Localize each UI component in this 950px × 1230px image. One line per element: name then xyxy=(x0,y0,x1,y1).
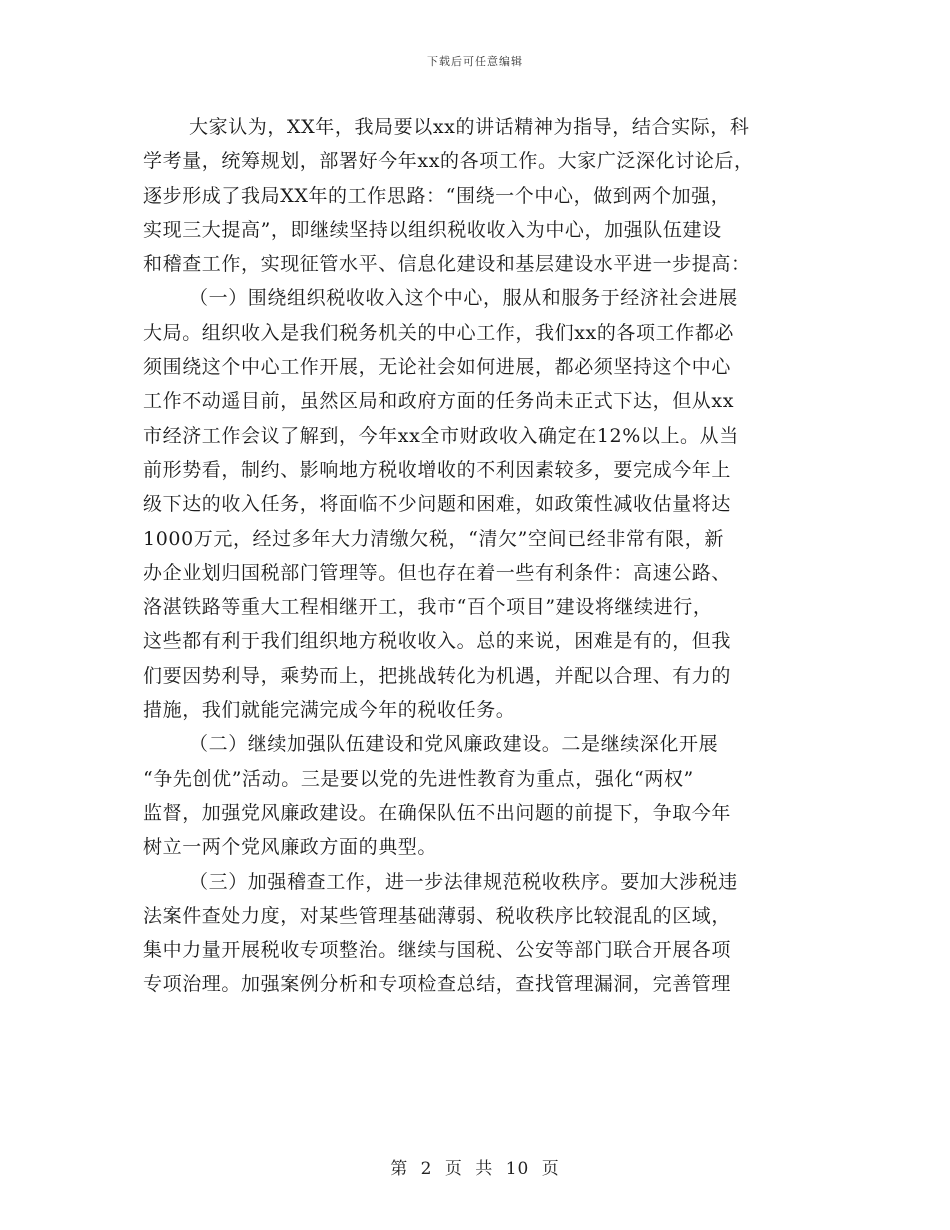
page-header-note: 下载后可任意编辑 xyxy=(427,55,523,68)
body-line: 实现三大提高”，即继续坚持以组织税收收入为中心，加强队伍建设 xyxy=(143,218,722,241)
page-number-footer: 第 2 页 共 10 页 xyxy=(390,1159,560,1179)
body-line: 大局。组织收入是我们税务机关的中心工作，我们xx的各项工作都必 xyxy=(143,321,735,344)
body-line: 逐步形成了我局XX年的工作思路：“围绕一个中心，做到两个加强， xyxy=(143,184,731,207)
body-line: 洛湛铁路等重大工程相继开工，我市“百个项目”建设将继续进行， xyxy=(143,596,713,619)
document-body xyxy=(143,110,823,1002)
body-line: 监督，加强党风廉政建设。在确保队伍不出问题的前提下，争取今年 xyxy=(143,801,732,824)
body-line: 级下达的收入任务，将面临不少问题和困难，如政策性减收估量将达 xyxy=(143,493,732,516)
body-line: 专项治理。加强案例分析和专项检查总结，查找管理漏洞，完善管理 xyxy=(143,973,732,996)
body-line: 1000万元，经过多年大力清缴欠税，“清欠”空间已经非常有限，新 xyxy=(143,527,724,550)
body-line: 前形势看，制约、影响地方税收增收的不利因素较多，要完成今年上 xyxy=(143,458,732,481)
body-line: 树立一两个党风廉政方面的典型。 xyxy=(143,836,438,859)
body-line: 须围绕这个中心工作开展，无论社会如何进展，都必须坚持这个中心 xyxy=(143,356,732,379)
body-line: 们要因势利导，乘势而上，把挑战转化为机遇，并配以合理、有力的 xyxy=(143,664,732,687)
body-line: 办企业划归国税部门管理等。但也存在着一些有利条件：高速公路、 xyxy=(143,561,732,584)
body-line: 措施，我们就能完满完成今年的税收任务。 xyxy=(143,699,516,722)
body-line: 市经济工作会议了解到，今年xx全市财政收入确定在12%以上。从当 xyxy=(143,424,739,447)
body-line: 这些都有利于我们组织地方税收收入。总的来说，困难是有的，但我 xyxy=(143,630,732,653)
body-line: 集中力量开展税收专项整治。继续与国税、公安等部门联合开展各项 xyxy=(143,939,732,962)
body-line: “争先创优”活动。三是要以党的先进性教育为重点，强化“两权” xyxy=(143,767,694,790)
body-line: 工作不动遥目前，虽然区局和政府方面的任务尚未正式下达，但从xx xyxy=(143,390,735,413)
body-line: （二）继续加强队伍建设和党风廉政建设。二是继续深化开展 xyxy=(189,733,719,756)
body-line: 法案件查处力度，对某些管理基础薄弱、税收秩序比较混乱的区域， xyxy=(143,904,732,927)
body-line: 学考量，统筹规划，部署好今年xx的各项工作。大家广泛深化讨论后， xyxy=(143,150,754,173)
body-line: 和稽查工作，实现征管水平、信息化建设和基层建设水平进一步提高： xyxy=(143,253,751,276)
body-line: 大家认为，XX年，我局要以xx的讲话精神为指导，结合实际，科 xyxy=(189,116,750,138)
body-line: （三）加强稽查工作，进一步法律规范税收秩序。要加大涉税违 xyxy=(189,870,738,893)
body-line: （一）围绕组织税收收入这个中心，服从和服务于经济社会进展 xyxy=(189,287,738,310)
